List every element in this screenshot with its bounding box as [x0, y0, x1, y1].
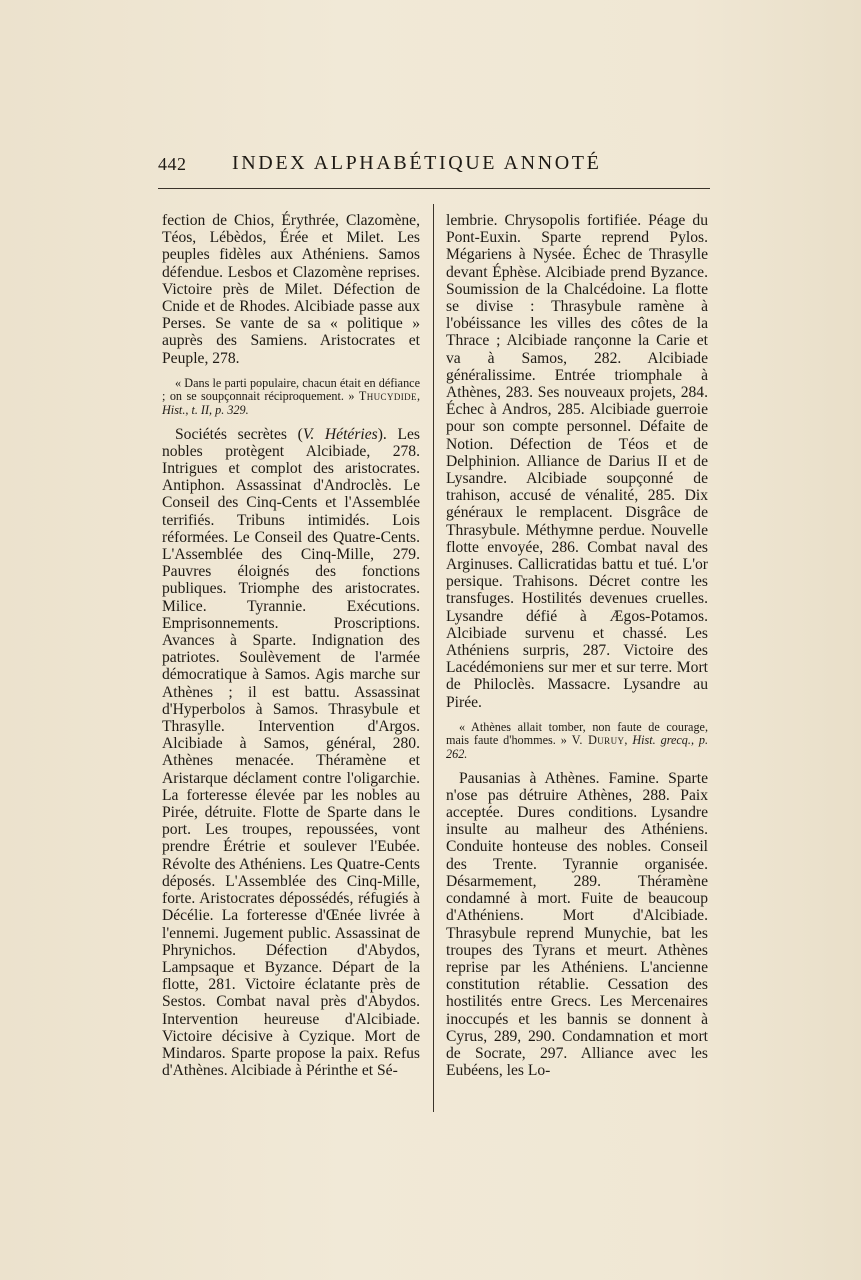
paragraph-continuation-right: lembrie. Chrysopolis fortifiée. Péage du Pont-Euxin. Sparte reprend Pylos. Mégariens à Nysée. Échec de Thrasylle devant Éphèse. Alcibiade prend Byzance. Soumission de la Chalcédoine. La flotte se divise : Thrasybule ramène à l'obéissance les villes des côtes de la Thrace ; Alcibiade rançonne la Carie et va à Samos, 282. Alcibiade généralissime. Entrée triomphale à Athènes, 283. Ses nouveaux projets, 284. Échec à Andros, 285. Alcibiade guerroie pour son compte personnel. Défaite de Notion. Défection de Téos et de Delphinion. Alliance de Darius II et de Lysandre. Alcibiade soupçonné de trahison, accusé de vénalité, 285. Dix généraux le remplacent. Disgrâce de Thrasybule. Méthymne perdue. Nouvelle flotte envoyée, 286. Combat naval des Arginuses. Callicratidas battu et tué. L'or persique. Trahisons. Décret contre les transfuges. Hostilités devenues cruelles. Lysandre défié à Ægos-Potamos. Alcibiade survenu et chassé. Les Athéniens surpris, 287. Victoire des Lacédémoniens sur mer et sur terre. Mort de Philoclès. Massacre. Lysandre au Pirée.: [446, 212, 708, 711]
quote-author: Thucydide: [358, 389, 417, 404]
quote-text: « Dans le parti populaire, chacun était en défiance ; on se soupçonnait réciproquement. »: [162, 375, 420, 404]
running-title: INDEX ALPHABÉTIQUE ANNOTÉ: [232, 152, 602, 174]
paragraph-text-rest: ). Les nobles protègent Alcibiade, 278. Intrigues et complot des aristocrates. Antiphon. Assassinat d'Androclès. Le Conseil des Cinq-Cents et l'Assemblée terrifiés. Tribuns intimidés. Lois réformées. Le Conseil des Quatre-Cents. L'Assemblée des Cinq-Mille, 279. Pauvres éloignés des fonctions publiques. Triomphe des aristocrates. Milice. Tyrannie. Exécutions. Emprisonnements. Proscriptions. Avances à Sparte. Indignation des patriotes. Soulèvement de l'armée démocratique à Samos. Agis marche sur Athènes ; il est battu. Assassinat d'Hyperbolos à Samos. Thrasybule et Thrasylle. Intervention d'Argos. Alcibiade à Samos, général, 280. Athènes menacée. Théramène et Aristarque déclament contre l'oligarchie. La forteresse élevée par les nobles au Pirée, détruite. Flotte de Sparte dans le port. Les troupes, repoussées, vont prendre Érétrie et soulever l'Eubée. Révolte des Athéniens. Les Quatre-Cents déposés. L'Assemblée des Cinq-Mille, forte. Aristocrates dépossédés, réfugiés à Décélie. La forteresse d'Œnée livrée à l'ennemi. Jugement public. Assassinat de Phrynichos. Défection d'Abydos, Lampsaque et Byzance. Départ de la flotte, 281. Victoire éclatante près de Sestos. Combat naval près d'Abydos. Intervention heureuse d'Alcibiade. Victoire décisive à Cyzique. Mort de Mindaros. Sparte propose la paix. Refus d'Athènes. Alcibiade à Périnthe et Sé-: [162, 425, 420, 1080]
quotation-duruy: « Athènes allait tomber, non faute de courage, mais faute d'hommes. » V. Duruy, Hist. grecq., p. 262.: [446, 719, 709, 762]
column-divider: [433, 204, 434, 1112]
left-column: [162, 212, 420, 1079]
quote-citation: Hist., t. II, p. 329.: [162, 403, 249, 418]
quote-author: V. Duruy: [571, 733, 625, 748]
cross-reference: V. Hétéries: [302, 425, 378, 443]
quote-citation: Hist. grecq., p. 262.: [446, 733, 709, 762]
quote-text: « Athènes allait tomber, non faute de courage, mais faute d'hommes. »: [446, 719, 708, 748]
paragraph-societes-secretes: [162, 426, 420, 1080]
paragraph-pausanias: Pausanias à Athènes. Famine. Sparte n'ose pas détruire Athènes, 288. Paix acceptée. Dures conditions. Lysandre insulte au malheur des Athéniens. Conduite honteuse des nobles. Conseil des Trente. Tyrannie organisée. Désarmement, 289. Théramène condamné à mort. Fuite de beaucoup d'Athéniens. Mort d'Alcibiade. Thrasybule reprend Munychie, bat les troupes des Tyrans et meurt. Athènes reprise par les Athéniens. L'ancienne constitution rétablie. Cessation des hostilités entre Grecs. Les Mercenaires inoccupés et les bannis se donnent à Cyrus, 289, 290. Condamnation et mort de Socrate, 297. Alliance avec les Eubéens, les Lo-: [446, 769, 708, 1080]
header-rule: [158, 188, 710, 189]
right-column: [446, 212, 708, 1079]
paragraph-continuation: fection de Chios, Érythrée, Clazomène, Téos, Lébèdos, Érée et Milet. Les peuples fidèles aux Athéniens. Samos défendue. Lesbos et Clazomène reprises. Victoire près de Milet. Défection de Cnide et de Rhodes. Alcibiade passe aux Perses. Se vante de sa « politique » auprès des Samiens. Aristocrates et Peuple, 278.: [162, 212, 420, 367]
page-number: 442: [158, 154, 187, 174]
page-header: [158, 150, 710, 180]
paragraph-text-start: Sociétés secrètes (: [175, 425, 303, 443]
quotation-thucydide: « Dans le parti populaire, chacun était en défiance ; on se soupçonnait réciproquement. » Thucydide, Hist., t. II, p. 329.: [162, 375, 420, 418]
